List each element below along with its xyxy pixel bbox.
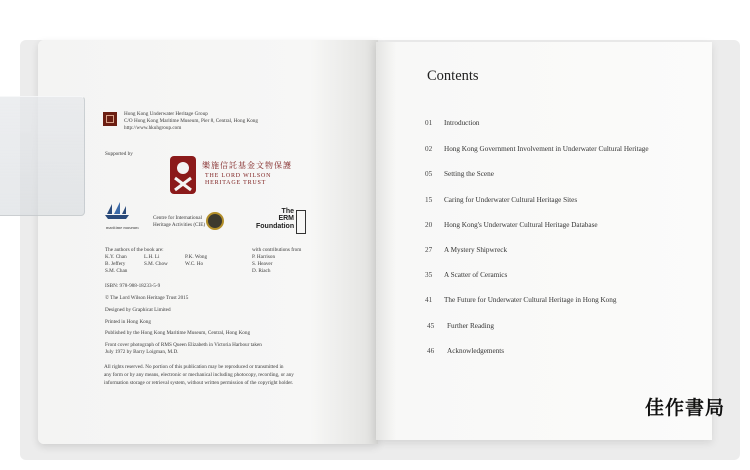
rights-line-1: All rights reserved. No portion of this publication may be reproduced or transmitted in [104, 364, 284, 370]
rights-line-2: any form or by any means, electronic or mechanical including photocopy, recording, or any [104, 372, 294, 378]
toc-entry-title: Caring for Underwater Cultural Heritage Sites [444, 196, 578, 204]
museum-logo-label: maritime museum [106, 225, 139, 230]
erm-logo [256, 208, 294, 230]
isbn: ISBN: 978-988-18233-5-9 [105, 283, 161, 289]
printed-in: Printed in Hong Kong [105, 319, 151, 325]
copyright: © The Lord Wilson Heritage Trust 2015 [105, 295, 189, 301]
cie-logo-icon [206, 212, 224, 230]
cover-credit-line-2: July 1972 by Barry Loigman, M.D. [105, 349, 179, 355]
erm-line-3: Foundation [256, 222, 295, 230]
maritime-museum-logo-icon [104, 200, 130, 222]
toc-entry-title: The Future for Underwater Cultural Heritage in Hong Kong [444, 296, 617, 304]
toc-entry-title: A Scatter of Ceramics [444, 271, 508, 279]
toc-page-number: 46 [427, 347, 435, 355]
author: B. Jeffery [105, 261, 126, 267]
author: P.K. Wong [185, 254, 208, 260]
toc-entry-title: Acknowledgements [447, 347, 505, 355]
contributions-heading: with contributions from [252, 247, 302, 253]
author: W.C. Ho [185, 261, 204, 267]
lord-wilson-seal-icon [170, 156, 196, 194]
toc-page-number: 01 [425, 119, 433, 127]
right-page [376, 42, 712, 440]
contributor: P. Harrison [252, 254, 276, 260]
trust-name-line-2: HERITAGE TRUST [205, 180, 267, 187]
toc-page-number: 15 [425, 196, 433, 204]
contributor: D. Riach [252, 268, 271, 274]
publisher-name: Hong Kong Underwater Heritage Group [124, 111, 208, 117]
watermark-text: 佳作書局 [645, 397, 726, 419]
publisher-logo [103, 112, 117, 126]
acrylic-clip [0, 96, 85, 216]
contents-title: Contents [427, 68, 479, 84]
toc-entry-title: Further Reading [447, 322, 494, 330]
author: L.H. Li [144, 254, 160, 260]
erm-line-2: ERM [278, 215, 294, 223]
toc-entry-title: Introduction [444, 119, 480, 127]
toc-entry-title: Setting the Scene [444, 170, 494, 178]
author: S.M. Chan [105, 268, 128, 274]
published-by: Published by the Hong Kong Maritime Museum, Central, Hong Kong [105, 330, 251, 336]
authors-heading: The authors of the book are: [105, 247, 164, 253]
toc-page-number: 02 [425, 145, 433, 153]
publisher-url: http://www.hkuhgroup.com [124, 125, 182, 131]
cover-credit-line-1: Front cover photograph of RMS Queen Elizabeth in Victoria Harbour taken [105, 342, 262, 348]
supported-by-label: Supported by [105, 151, 133, 157]
rights-line-3: information storage or retrieval system, without written permission of the copyright holder. [104, 380, 294, 386]
cie-line-2: Heritage Activities (CIE) [153, 222, 206, 228]
toc-entry-title: A Mystery Shipwreck [444, 246, 508, 254]
trust-name-english [205, 173, 271, 187]
toc-page-number: 27 [425, 246, 433, 254]
erm-line-1: The [281, 208, 294, 215]
erm-logo-box-icon [296, 210, 306, 234]
toc-page-number: 41 [425, 296, 433, 304]
trust-name-line-1: THE LORD WILSON [205, 173, 272, 179]
publisher-address: C/O Hong Kong Maritime Museum, Pier 8, Central, Hong Kong [124, 118, 258, 124]
contributor: S. Heaver [252, 261, 273, 267]
cie-line-1: Centre for International [153, 215, 202, 221]
toc-page-number: 20 [425, 221, 433, 229]
toc-entry-title: Hong Kong Government Involvement in Underwater Cultural Heritage [444, 145, 649, 153]
author: S.M. Chow [144, 261, 168, 267]
trust-name-chinese: 樂施信託基金文物保護 [202, 161, 292, 170]
toc-page-number: 35 [425, 271, 433, 279]
toc-page-number: 05 [425, 170, 433, 178]
toc-page-number: 45 [427, 322, 435, 330]
author: K.Y. Chan [105, 254, 127, 260]
toc-entry-title: Hong Kong's Underwater Cultural Heritage Database [444, 221, 598, 229]
designed-by: Designed by Graphicat Limited [105, 307, 171, 313]
